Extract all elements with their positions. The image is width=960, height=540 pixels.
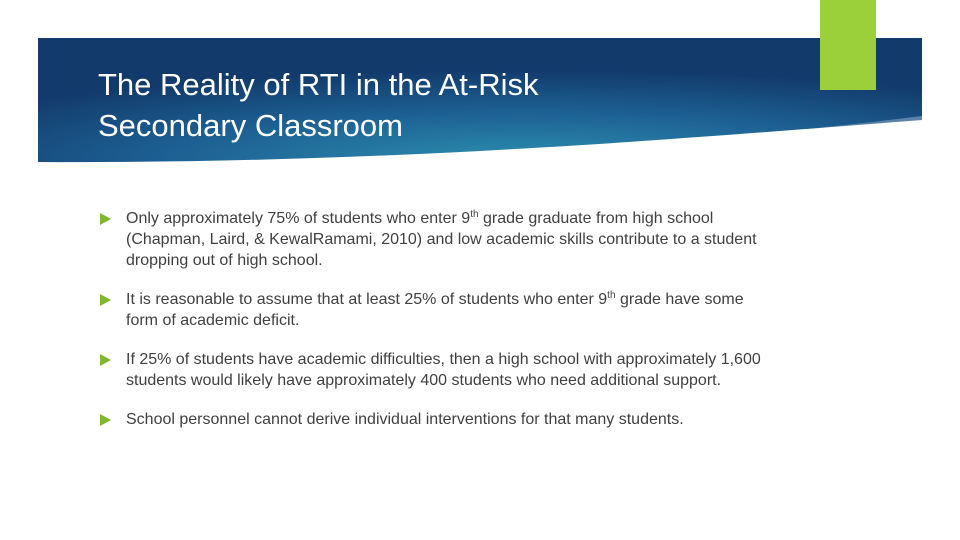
bullet-item-3 — [98, 349, 778, 391]
bullet-2-text-end: grade have some form of academic deficit. — [126, 291, 744, 329]
bullet-2-text-start: It is reasonable to assume that at least 25% of students who enter 9 — [126, 291, 608, 308]
triangle-bullet-icon — [100, 213, 111, 225]
triangle-bullet-icon — [100, 294, 111, 306]
bullet-4-text: School personnel cannot derive individual interventions for that many students. — [126, 411, 684, 428]
bullet-1-text-end: grade graduate from high school (Chapman, Laird, & KewalRamami, 2010) and low academic skills contribute to a student dropping out of high school. — [126, 210, 757, 269]
bullet-1-superscript: th — [470, 209, 479, 220]
bullet-item-1 — [98, 208, 778, 271]
bullet-3-text: If 25% of students have academic difficulties, then a high school with approximately 1,600 students would likely have approximately 400 students who need additional support. — [126, 351, 761, 389]
slide-title-line-1: The Reality of RTI in the At-Risk — [98, 67, 539, 102]
bullet-1-text-start: Only approximately 75% of students who enter 9 — [126, 210, 471, 227]
bullet-item-2 — [98, 289, 778, 331]
slide-title — [98, 64, 738, 146]
triangle-bullet-icon — [100, 414, 111, 426]
triangle-bullet-icon — [100, 354, 111, 366]
bullet-item-4 — [98, 409, 778, 430]
slide-title-line-2: Secondary Classroom — [98, 108, 403, 143]
bullet-list — [98, 208, 778, 448]
accent-bar — [820, 0, 876, 90]
bullet-2-superscript: th — [607, 290, 616, 301]
